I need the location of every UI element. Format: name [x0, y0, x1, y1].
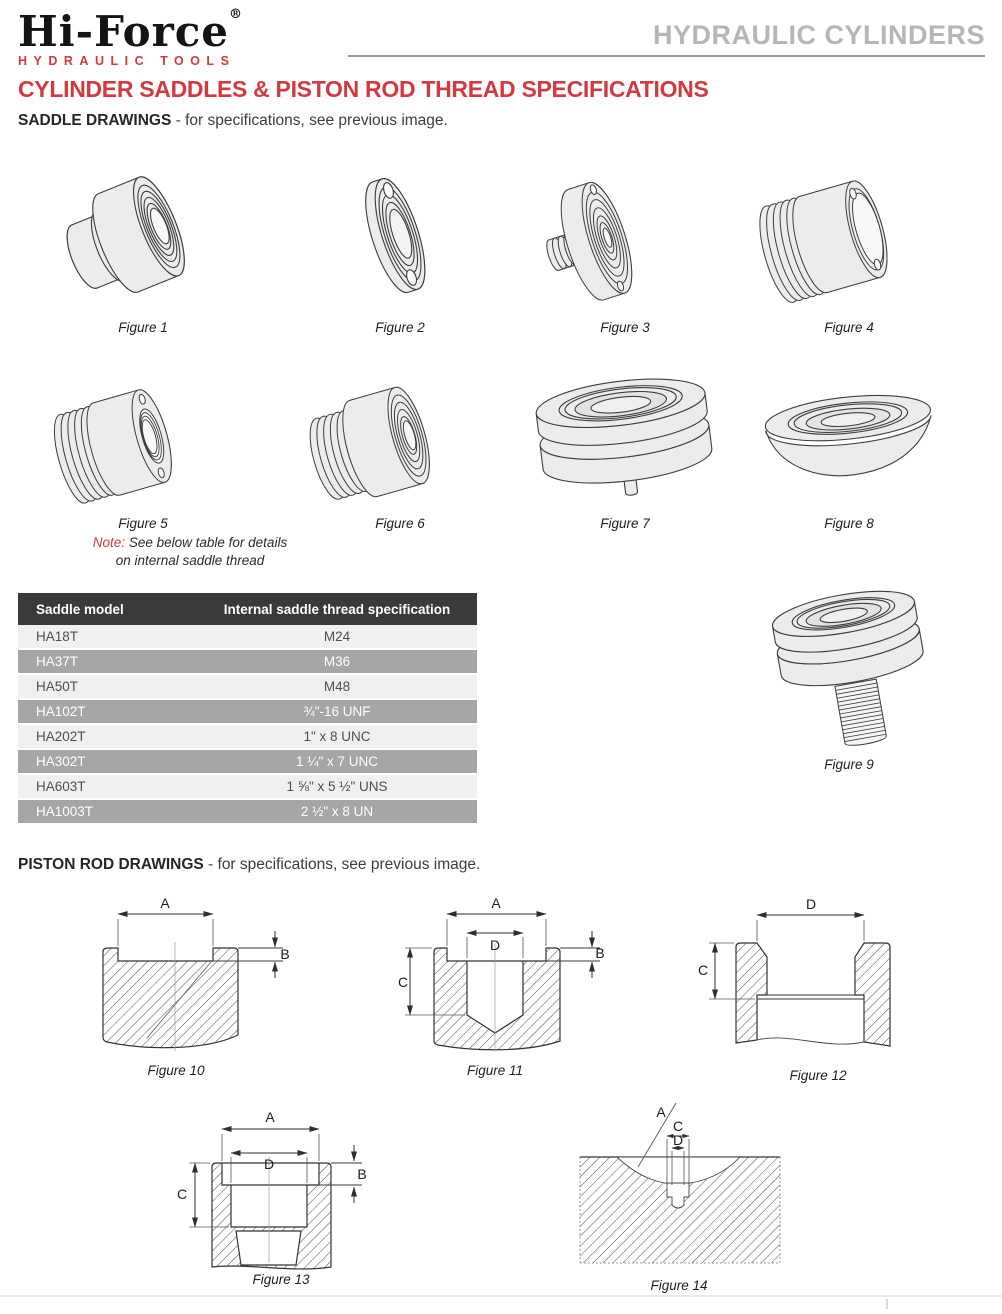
dim-label-d: D — [263, 1156, 275, 1172]
saddle-disc-isometric — [355, 173, 435, 298]
figure-5-drawing — [40, 362, 250, 514]
saddle-drawings-desc: - for specifications, see previous image. — [171, 112, 448, 129]
table-row — [18, 649, 477, 674]
figure-12-drawing — [695, 895, 975, 1055]
registered-mark: ® — [229, 7, 244, 22]
table-row — [18, 699, 477, 724]
figure-12-caption: Figure 12 — [789, 1068, 847, 1083]
dim-label-d: D — [672, 1132, 684, 1148]
table-row — [18, 749, 477, 774]
saddle-drawings-heading — [18, 112, 448, 130]
saddle-threaded-grooved-isometric — [301, 383, 438, 511]
figure-10-caption: Figure 10 — [147, 1063, 205, 1078]
figure-11-caption: Figure 11 — [466, 1063, 524, 1078]
figure-7-caption: Figure 7 — [600, 516, 650, 531]
figure-14-drawing — [535, 1093, 825, 1275]
table-header-spec: Internal saddle thread specification — [197, 593, 477, 625]
saddle-drawings-label: SADDLE DRAWINGS — [18, 112, 172, 129]
table-cell-spec: 2 ½" x 8 UN — [197, 799, 477, 824]
dim-label-d: D — [805, 896, 817, 912]
figure-9-drawing — [748, 583, 958, 755]
figure-3-drawing — [520, 150, 730, 315]
figure-4-caption: Figure 4 — [824, 320, 874, 335]
table-cell-spec: 1 ¼" x 7 UNC — [197, 749, 477, 774]
table-cell-model: HA37T — [18, 649, 197, 674]
note-label: Note: — [92, 535, 126, 550]
table-cell-model: HA50T — [18, 674, 197, 699]
figure-2-drawing — [295, 152, 505, 314]
dim-label-b: B — [357, 1166, 367, 1182]
figure-7-drawing — [520, 365, 730, 513]
piston-rod-drawings-label: PISTON ROD DRAWINGS — [18, 856, 204, 873]
figure-13 — [162, 1103, 422, 1276]
table-cell-model: HA102T — [18, 699, 197, 724]
tilt-saddle-isometric — [534, 371, 717, 505]
dim-label-b: B — [280, 946, 290, 962]
figure-8-drawing — [745, 368, 955, 508]
hi-force-logo — [18, 8, 243, 68]
saddle-note — [50, 534, 330, 570]
figure-2 — [295, 152, 505, 319]
figure-4 — [745, 150, 955, 323]
footer-rule — [0, 1295, 1002, 1297]
page-title: CYLINDER SADDLES & PISTON ROD THREAD SPECIFICATIONS — [18, 76, 709, 102]
saddle-plain-isometric — [53, 171, 195, 310]
dim-label-a: A — [265, 1109, 275, 1125]
footer-tick — [886, 1299, 888, 1309]
table-row — [18, 799, 477, 824]
table-cell-spec: M24 — [197, 625, 477, 649]
saddle-threaded-bore-isometric — [46, 386, 179, 509]
figure-1-caption: Figure 1 — [118, 320, 168, 335]
table-cell-model: HA18T — [18, 625, 197, 649]
figure-6-drawing — [295, 362, 505, 514]
dim-label-a: A — [491, 895, 501, 911]
dim-label-c: C — [176, 1186, 188, 1202]
saddle-thread-table — [18, 593, 477, 825]
piston-rod-drawings-heading — [18, 856, 480, 874]
figure-8 — [745, 368, 955, 513]
figure-7 — [520, 365, 730, 518]
table-row — [18, 724, 477, 749]
note-line2: on internal saddle thread — [115, 553, 265, 569]
figure-14 — [535, 1093, 825, 1280]
table-row — [18, 774, 477, 799]
note-line1: See below table for details — [128, 535, 288, 550]
header-rule — [348, 55, 985, 57]
table-cell-spec: M48 — [197, 674, 477, 699]
figure-10 — [85, 895, 345, 1064]
figure-6-caption: Figure 6 — [375, 516, 425, 531]
figure-13-caption: Figure 13 — [252, 1272, 310, 1287]
table-row — [18, 625, 477, 649]
table-cell-spec: 1" x 8 UNC — [197, 724, 477, 749]
dim-label-a: A — [160, 895, 170, 911]
figure-8-caption: Figure 8 — [824, 516, 874, 531]
figure-3-caption: Figure 3 — [600, 320, 650, 335]
dim-label-c: C — [697, 962, 709, 978]
table-header-row — [18, 593, 477, 625]
dim-label-c: C — [397, 974, 409, 990]
table-cell-spec: M36 — [197, 649, 477, 674]
logo-text: Hi-Force — [18, 7, 230, 56]
figure-9 — [748, 583, 958, 760]
table-cell-spec: ¾"-16 UNF — [197, 699, 477, 724]
figure-5-caption: Figure 5 — [118, 516, 168, 531]
figure-11 — [395, 895, 655, 1064]
figure-11-drawing — [395, 895, 655, 1059]
figure-10-drawing — [85, 895, 345, 1059]
figure-13-drawing — [162, 1103, 422, 1271]
figure-6 — [295, 362, 505, 519]
dim-label-d: D — [489, 937, 501, 953]
saddle-stud-flange-isometric — [531, 177, 642, 312]
logo-wordmark — [18, 7, 244, 56]
logo-subtitle: HYDRAULIC TOOLS — [18, 54, 236, 68]
table-header-model: Saddle model — [18, 593, 197, 625]
dim-label-c: C — [672, 1118, 684, 1134]
table-cell-model: HA603T — [18, 774, 197, 799]
figure-1-drawing — [40, 150, 250, 315]
figure-3 — [520, 150, 730, 320]
figure-5 — [40, 362, 250, 519]
dim-label-a: A — [656, 1104, 666, 1120]
table-cell-model: HA1003T — [18, 799, 197, 824]
figure-12 — [695, 895, 975, 1060]
tilt-saddle-stud-isometric — [769, 583, 937, 755]
figure-14-caption: Figure 14 — [650, 1278, 708, 1293]
piston-rod-drawings-desc: - for specifications, see previous image. — [203, 856, 481, 873]
figure-4-drawing — [745, 150, 955, 318]
figure-9-caption: Figure 9 — [824, 757, 874, 772]
figure-1 — [40, 150, 250, 320]
saddle-threaded-isometric — [752, 177, 896, 306]
dome-saddle-isometric — [763, 389, 936, 484]
page-header-title: HYDRAULIC CYLINDERS — [652, 20, 985, 50]
table-cell-model: HA302T — [18, 749, 197, 774]
table-row — [18, 674, 477, 699]
table-cell-spec: 1 ⅝" x 5 ½" UNS — [197, 774, 477, 799]
figure-2-caption: Figure 2 — [375, 320, 425, 335]
table-cell-model: HA202T — [18, 724, 197, 749]
dim-label-b: B — [595, 945, 605, 961]
